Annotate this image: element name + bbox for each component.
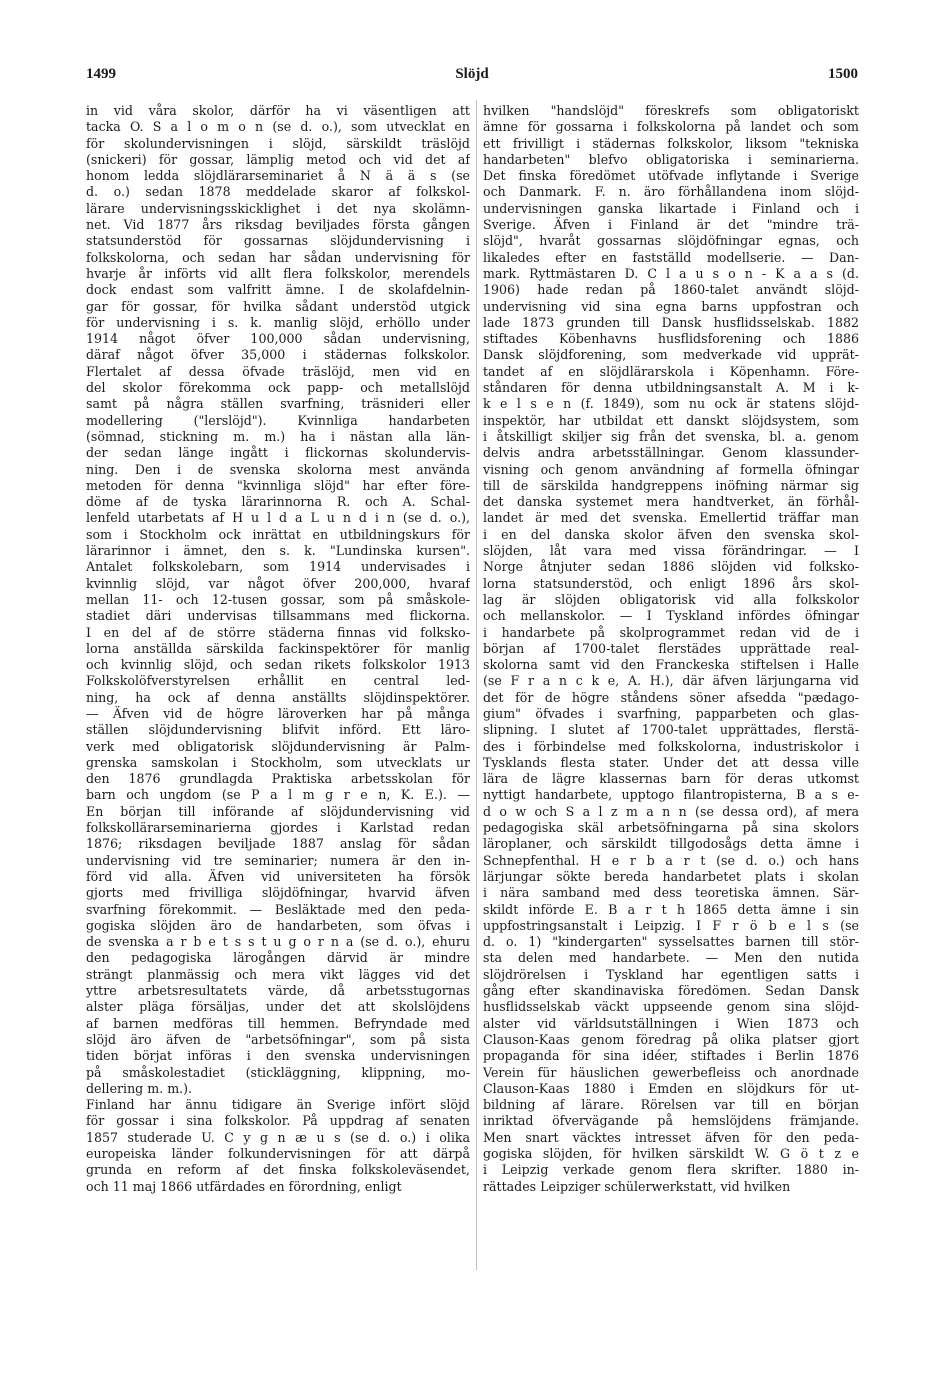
text-line: lärjungar sökte bereda handarbetet plats i skolan	[483, 868, 859, 884]
text-line: Sverige. Äfven i Finland är det "mindre trä-	[483, 217, 859, 233]
text-line: slöjden, låt vara med vissa förändringar. — I	[483, 543, 859, 559]
text-line: statsunderstöd för gossarnas slöjdundervisning i	[86, 233, 470, 249]
text-line: folkskollärarseminarierna gjordes i Karlstad redan	[86, 820, 470, 836]
text-line: d. o. 1) "kindergarten" sysselsattes barnen till stör-	[483, 934, 859, 950]
text-line: samt på några ställen svarfning, träsnideri eller	[86, 396, 470, 412]
text-line: 1857 studerade U. C y g n æ u s (se d. o.) i olika	[86, 1129, 470, 1145]
text-line: Norge åtnjuter sedan 1886 slöjden vid folksko-	[483, 559, 859, 575]
text-line: i en del danska skolor äfven den svenska skol-	[483, 526, 859, 542]
text-line: grenska samskolan i Stockholm, som utvecklats ur	[86, 754, 470, 770]
text-line: gogiska slöjden äro de handarbeten, som öfvas i	[86, 917, 470, 933]
page-header	[86, 66, 858, 86]
text-line: alster pläga försäljas, under det att skolslöjdens	[86, 999, 470, 1015]
text-line: till de särskilda handgreppens inöfning närmar sig	[483, 477, 859, 493]
text-line: slöjdrörelsen i Tyskland har egentligen satts i	[483, 966, 859, 982]
text-line: i nära samband med dess teoretiska ämnen. Sär-	[483, 885, 859, 901]
text-line: ämne för gossarna i folkskolorna på landet och som	[483, 119, 859, 135]
text-line: ställen slöjdundervisning blifvit införd. Ett läro-	[86, 722, 470, 738]
text-line: I en del af de större städerna finnas vid folksko-	[86, 624, 470, 640]
text-line: Finland har ännu tidigare än Sverige infört slöjd	[86, 1097, 470, 1113]
text-line: des i förbindelse med folkskolorna, industriskolor i	[483, 738, 859, 754]
text-line: och 11 maj 1866 utfärdades en förordning, enligt	[86, 1178, 402, 1194]
right-text-column	[483, 103, 859, 1195]
text-line: modellering ("lerslöjd"). Kvinnliga handarbeten	[86, 412, 470, 428]
text-line: hvarje år införts vid allt flera folkskolor, merendels	[86, 265, 470, 281]
text-line: uppfostringsanstalt i Leipzig. I F r ö b e l s (se	[483, 917, 859, 933]
text-line: alster vid världsutställningen i Wien 1873 och	[483, 1015, 859, 1031]
text-line: folkskolorna, och sedan har sådan undervisning för	[86, 249, 470, 265]
text-line: för undervisning i s. k. manlig slöjd, erhöllo under	[86, 314, 470, 330]
left-text-column	[86, 103, 470, 1195]
text-line: landet är med det svenska. Emellertid träffar man	[483, 510, 859, 526]
text-line: d. o.) sedan 1878 meddelade skaror af folkskol-	[86, 184, 470, 200]
text-line: kvinnlig slöjd, var något öfver 200,000, hvaraf	[86, 575, 470, 591]
text-line: Antalet folkskolebarn, som 1914 undervisades i	[86, 559, 470, 575]
text-line: gjorts med frivilliga slöjdöfningar, hvarvid äfven	[86, 885, 470, 901]
text-line: början af 1700-talet flerstädes upprättade real-	[483, 640, 859, 656]
text-line: skildt införde E. B a r t h 1865 detta ämne i sin	[483, 901, 859, 917]
text-line: (sömnad, stickning m. m.) ha i nästan alla län-	[86, 428, 470, 444]
text-line: yttre arbetsresultatets värde, då arbetsstugornas	[86, 983, 470, 999]
text-line: lärare undervisningsskicklighet i det nya skolämn-	[86, 200, 470, 216]
text-line: lära de lägre klassernas barn för deras utkomst	[483, 771, 859, 787]
text-line: europeiska länder folkundervisningen för att därpå	[86, 1146, 470, 1161]
text-line: och Danmark. F. n. äro förhållandena inom slöjd-	[483, 184, 859, 200]
text-line: det för de högre ståndens söner afsedda "pædago-	[483, 689, 859, 705]
text-line: k e l s e n (f. 1849), som nu ock är statens slöjd-	[483, 396, 859, 412]
text-line: metoden för denna "kvinnliga slöjd" har efter före-	[86, 477, 470, 493]
text-line: hvilken "handslöjd" föreskrefs som obligatoriskt	[483, 103, 859, 118]
text-line: d o w och S a l z m a n n (se dessa ord), af mera	[483, 803, 859, 819]
text-line: tacka O. S a l o m o n (se d. o.), som utvecklat en	[86, 119, 470, 135]
text-line: del skolor förekomma ock papp- och metallslöjd	[86, 380, 470, 396]
page-number-right: 1500	[828, 66, 858, 82]
text-line: mellan 11- och 12-tusen gossar, som på småskole-	[86, 591, 470, 607]
text-line: dellering m. m.).	[86, 1080, 193, 1096]
text-line: (snickeri) för gossar, lämplig metod och vid det af	[86, 151, 470, 167]
text-line: inspektör, har utbildat ett danskt slöjdsystem, som	[483, 412, 859, 428]
text-line: Schnepfenthal. H e r b a r t (se d. o.) och hans	[483, 852, 859, 868]
text-line: ning. Den i de svenska skolorna mest använda	[86, 461, 470, 477]
text-line: honom ledda slöjdlärarseminariet å N ä ä s (se	[86, 168, 470, 184]
text-line: läroplaner, och särskildt tillgodosågs detta ämne i	[483, 836, 859, 852]
text-line: den pedagogiska lärogången därvid är mindre	[86, 950, 470, 966]
text-line: Men snart väcktes intresset äfven för den peda-	[483, 1129, 859, 1145]
text-line: svarfning förekommit. — Besläktade med den peda-	[86, 901, 470, 917]
text-line: ning, ha ock af denna anställts slöjdinspektörer.	[86, 689, 470, 705]
text-line: ståndaren för denna utbildningsanstalt A. M i k-	[483, 380, 859, 396]
text-line: tiden börjat införas i den svenska undervisningen	[86, 1048, 470, 1064]
text-line: de svenska a r b e t s s t u g o r n a (se d. o.), ehuru	[86, 934, 470, 950]
text-line: husflidsselskab väckt uppseende genom sina slöjd-	[483, 999, 859, 1015]
column-divider	[476, 100, 477, 1270]
text-line: bildning af lärare. Rörelsen var till en början	[483, 1097, 859, 1113]
text-line: döme af de tyska lärarinnorna R. och A. Schal-	[86, 494, 470, 510]
text-line: net. Vid 1877 års riksdag beviljades första gången	[86, 217, 470, 233]
text-line: stadiet däri undervisas tillsammans med flickorna.	[86, 608, 470, 624]
text-line: af barnen medföras till hemmen. Befryndade med	[86, 1015, 470, 1031]
text-line: gogiska slöjden, för hvilken särskildt W. G ö t z e	[483, 1146, 859, 1161]
text-line: dock endast som valfritt ämne. I de skolafdelnin-	[86, 282, 470, 298]
text-line: för gossar i sina folkskolor. På uppdrag af senaten	[86, 1113, 470, 1129]
text-line: inriktad öfvervägande på hemslöjdens främjande.	[483, 1113, 859, 1129]
text-line: i handarbete på skolprogrammet redan vid de i	[483, 624, 859, 640]
text-line: mark. Ryttmästaren D. C l a u s o n - K a a s (d.	[483, 265, 859, 281]
text-line: barn och ungdom (se P a l m g r e n, K. E.). —	[86, 787, 470, 803]
text-line: lenfeld utarbetats af H u l d a L u n d i n (se d. o.),	[86, 510, 470, 526]
text-line: i åtskilligt skiljer sig från det svenska, bl. a. genom	[483, 428, 859, 444]
text-line: den 1876 grundlagda Praktiska arbetsskolan för	[86, 771, 470, 787]
text-line: propaganda för sina idéer, stiftades i Berlin 1876	[483, 1048, 859, 1064]
text-line: Dansk slöjdforening, som medverkade vid upprät-	[483, 347, 859, 363]
page-number-left: 1499	[86, 66, 116, 82]
text-line: En början till införande af slöjdundervisning vid	[86, 803, 470, 819]
text-line: och kvinnlig slöjd, och sedan rikets folkskolor 1913	[86, 657, 470, 673]
text-line: Clauson-Kaas 1880 i Emden en slöjdkurs för ut-	[483, 1080, 859, 1096]
text-line: i Leipzig verkade genom flera skrifter. 1880 in-	[483, 1162, 859, 1178]
text-line: slöjd äro äfven de "arbetsöfningar", som på sista	[86, 1031, 470, 1047]
text-line: slipning. I slutet af 1700-talet upprättades, flerstä-	[483, 722, 859, 738]
text-line: på småskolestadiet (stickläggning, klippning, mo-	[86, 1064, 470, 1080]
text-line: undervisning vid sina egna barns uppfostran och	[483, 298, 859, 314]
text-line: rättades Leipziger schülerwerkstatt, vid hvilken	[483, 1178, 791, 1194]
text-line: och mellanskolor. — I Tyskland infördes öfningar	[483, 608, 859, 624]
text-line: likaledes efter en fastställd modellserie. — Dan-	[483, 249, 859, 265]
text-line: delvis andra arbetsställningar. Genom klassunder-	[483, 445, 859, 461]
text-line: gång efter skandinaviska föredömen. Sedan Dansk	[483, 983, 859, 999]
text-line: sta delen med handarbete. — Men den nutida	[483, 950, 859, 966]
text-line: undervisning vid tre seminarier; numera är den in-	[86, 852, 470, 868]
text-line: Flertalet af dessa öfvade träslöjd, men vid en	[86, 363, 470, 379]
text-line: 1906) hade redan på 1860-talet användt slöjd-	[483, 282, 859, 298]
text-line: Clauson-Kaas genom föredrag på olika platser gjort	[483, 1031, 859, 1047]
text-line: däraf något öfver 35,000 i städernas folkskolor.	[86, 347, 470, 363]
text-line: pedagogiska skäl arbetsöfningarna på sina skolors	[483, 820, 859, 836]
text-line: stiftades Köbenhavns husflidsforening och 1886	[483, 331, 859, 347]
text-line: — Äfven vid de högre läroverken har på många	[86, 705, 470, 721]
text-line: in vid våra skolor, därför ha vi väsentligen att	[86, 103, 470, 118]
text-line: för skolundervisningen i slöjd, särskildt träslöjd	[86, 135, 470, 151]
text-line: förd vid alla. Äfven vid universiteten ha försök	[86, 868, 470, 884]
text-line: Det finska föredömet utöfvade inflytande i Sverige	[483, 168, 859, 184]
text-line: 1914 något öfver 100,000 sådan undervisning,	[86, 331, 470, 347]
text-line: der sedan länge ingått i flickornas skolundervis-	[86, 445, 470, 461]
running-title: Slöjd	[455, 66, 489, 82]
text-line: Folkskolöfverstyrelsen erhållit en central led-	[86, 673, 470, 689]
text-line: lärarinnor i ämnet, den s. k. "Lundinska kursen".	[86, 543, 470, 559]
text-line: nyttigt handarbete, upptogo filantropisterna, B a s e-	[483, 787, 859, 803]
text-line: handarbeten" blefvo obligatoriska i seminarierna.	[483, 151, 859, 167]
text-line: 1876; riksdagen beviljade 1887 anslag för sådan	[86, 836, 470, 852]
text-line: strängt planmässig och mera vikt lägges vid det	[86, 966, 470, 982]
text-line: Verein für häuslichen gewerbefleiss och anordnade	[483, 1064, 859, 1080]
text-line: slöjd", hvaråt gossarnas slöjdöfningar egnas, och	[483, 233, 859, 249]
text-line: lorna statsunderstöd, och enligt 1896 års skol-	[483, 575, 859, 591]
text-line: Tysklands flesta stater. Under det att dessa ville	[483, 754, 859, 770]
text-line: verk med obligatorisk slöjdundervisning är Palm-	[86, 738, 470, 754]
text-line: lade 1873 grunden till Dansk husflidsselskab. 1882	[483, 314, 859, 330]
text-line: det danska systemet mera handtverket, än förhål-	[483, 494, 859, 510]
text-line: grunda en reform af det finska folkskoleväsendet,	[86, 1162, 470, 1178]
text-line: som i Stockholm ock inrättat en utbildningskurs för	[86, 526, 470, 542]
text-line: (se F r a n c k e, A. H.), där äfven lärjungarna vid	[483, 673, 859, 689]
text-line: skolorna samt vid den Franckeska stiftelsen i Halle	[483, 657, 859, 673]
text-line: lag är slöjden obligatorisk vid alla folkskolor	[483, 591, 859, 607]
text-line: gar för gossar, för hvilka sådant understöd utgick	[86, 298, 470, 314]
text-line: visning och genom användning af formella öfningar	[483, 461, 859, 477]
text-line: undervisningen ganska likartade i Finland och i	[483, 200, 859, 216]
text-line: lorna anställda särskilda fackinspektörer för manlig	[86, 640, 470, 656]
text-line: gium" öfvades i svarfning, papparbeten och glas-	[483, 705, 859, 721]
text-line: tandet af en slöjdlärarskola i Köpenhamn. Före-	[483, 363, 859, 379]
text-line: ett frivilligt i städernas folkskolor, liksom "tekniska	[483, 135, 859, 151]
